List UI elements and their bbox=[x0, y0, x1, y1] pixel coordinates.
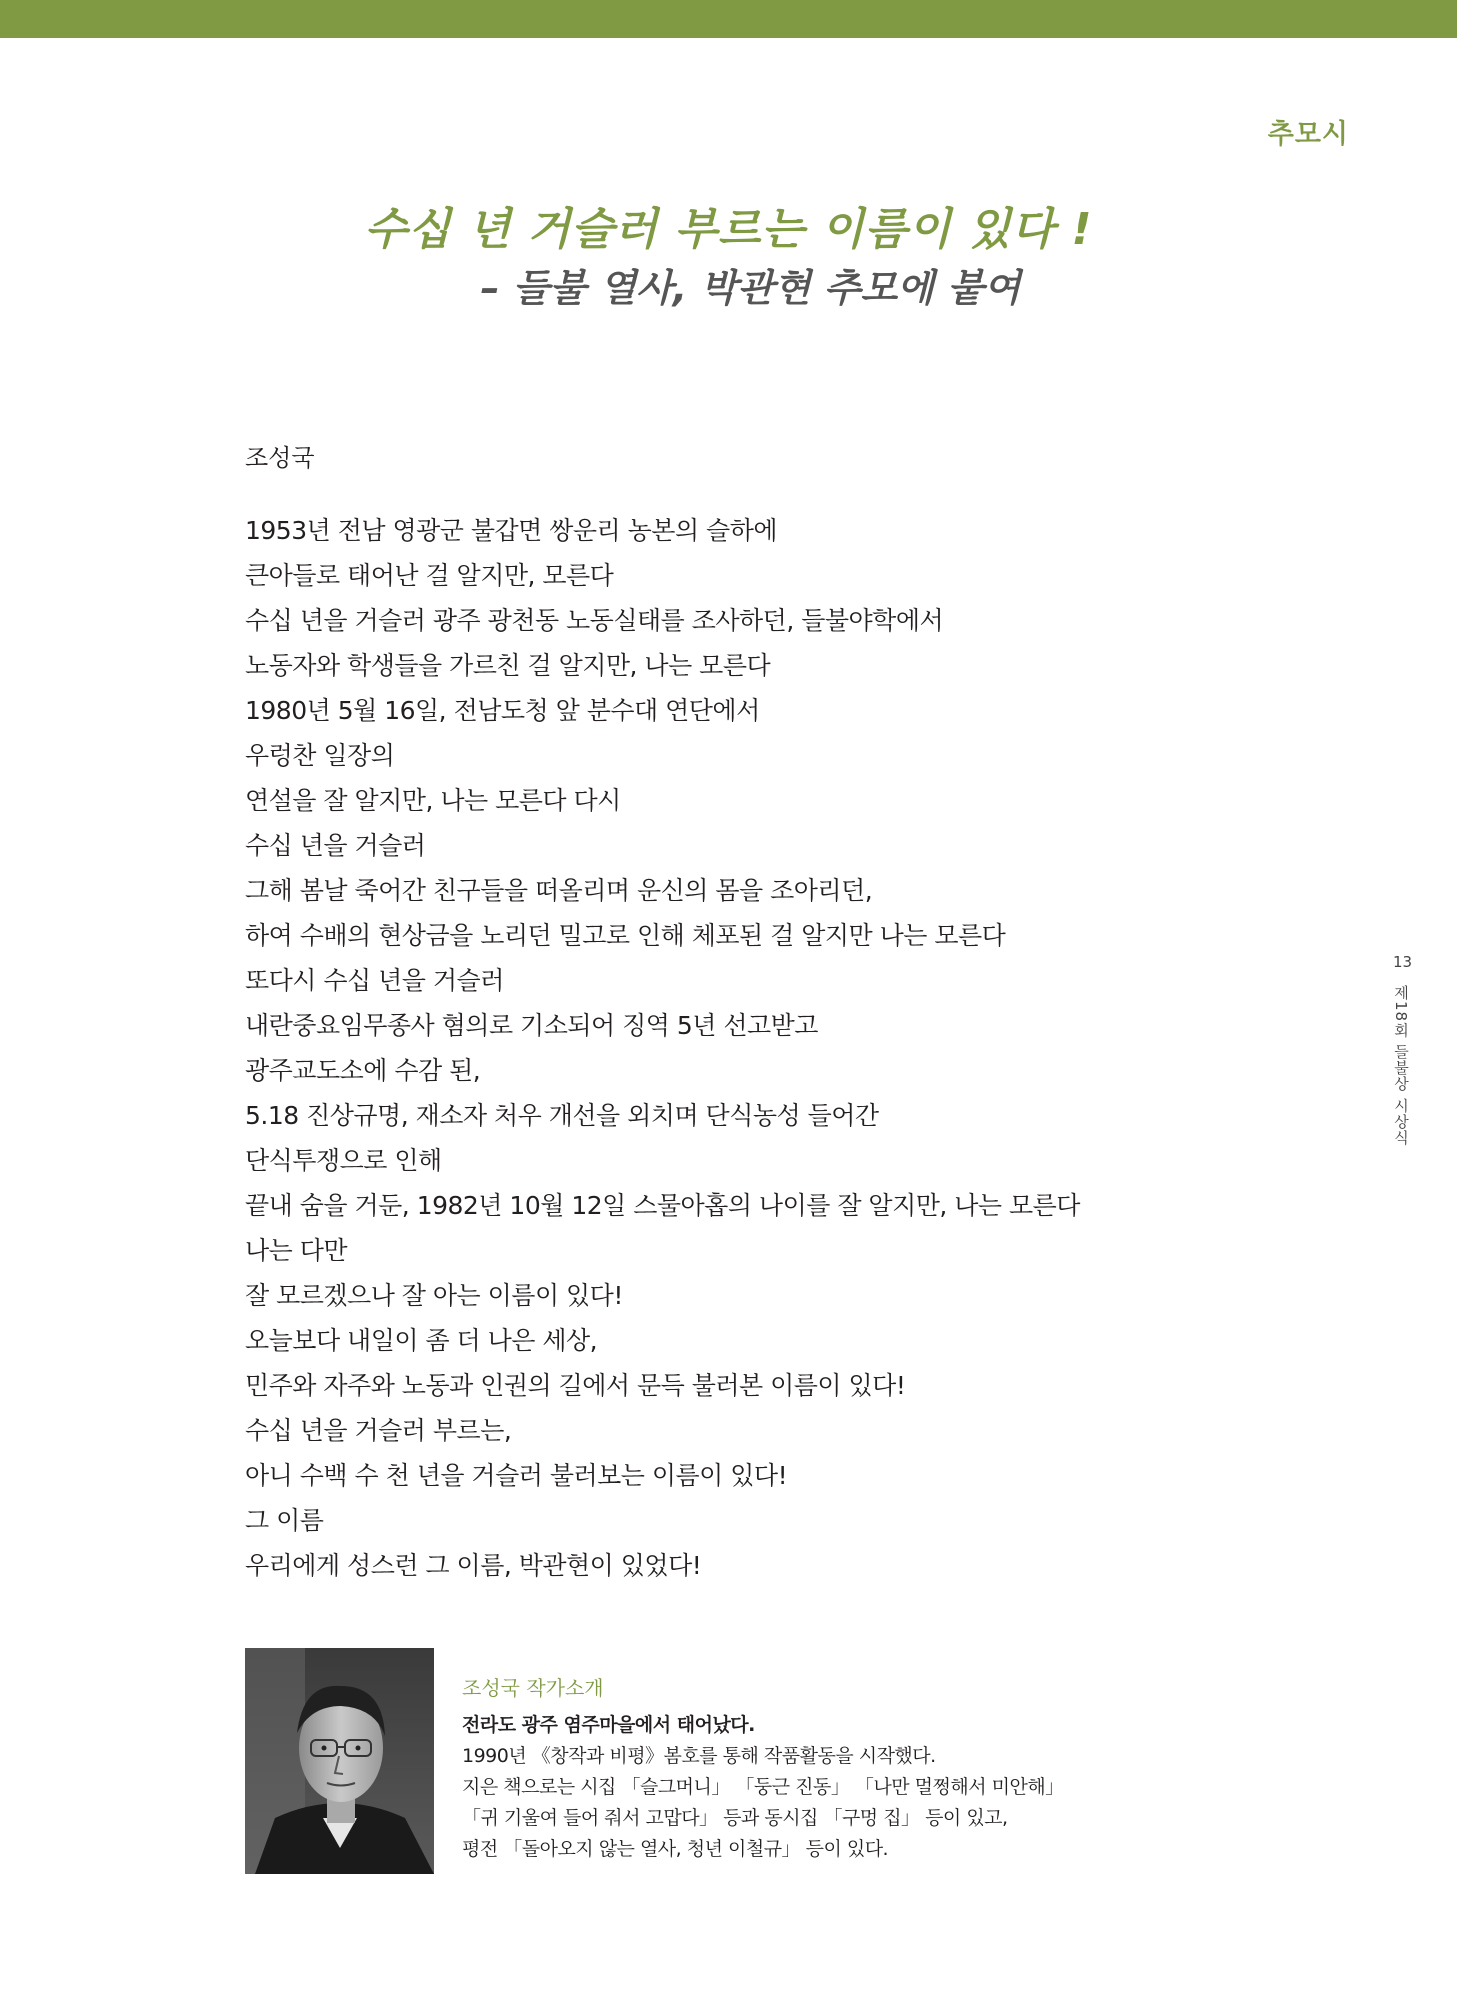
poem-line: 오늘보다 내일이 좀 더 나은 세상, bbox=[245, 1326, 598, 1355]
poem-line: 내란중요임무종사 혐의로 기소되어 징역 5년 선고받고 bbox=[245, 1011, 818, 1040]
author-photo bbox=[245, 1648, 434, 1874]
poem-line: 그해 봄날 죽어간 친구들을 떠올리며 운신의 몸을 조아리던, bbox=[245, 876, 873, 905]
poem-line: 노동자와 학생들을 가르친 걸 알지만, 나는 모른다 bbox=[245, 651, 771, 680]
poem-line: 하여 수배의 현상금을 노리던 밀고로 인해 체포된 걸 알지만 나는 모른다 bbox=[245, 921, 1006, 950]
poem-line: 그 이름 bbox=[245, 1506, 324, 1535]
poem-line: 단식투쟁으로 인해 bbox=[245, 1146, 442, 1175]
publication-title: 제18회 들불상 시상식 bbox=[1392, 985, 1410, 1146]
poem-line: 우렁찬 일장의 bbox=[245, 741, 395, 770]
title-block bbox=[0, 200, 1457, 316]
bio-line: 전라도 광주 염주마을에서 태어났다. bbox=[462, 1714, 755, 1736]
poem-line: 1953년 전남 영광군 불갑면 쌍운리 농본의 슬하에 bbox=[245, 516, 778, 545]
poem-subtitle: – 들불 열사, 박관현 추모에 붙여 bbox=[480, 266, 1021, 310]
bio-line: 지은 책으로는 시집 「슬그머니」 「둥근 진동」 「나만 멀쩡해서 미안해」 bbox=[462, 1776, 1064, 1798]
author-portrait-image bbox=[245, 1648, 434, 1874]
poem-line: 연설을 잘 알지만, 나는 모른다 다시 bbox=[245, 786, 621, 815]
top-accent-bar bbox=[0, 0, 1457, 38]
poem-line: 잘 모르겠으나 잘 아는 이름이 있다! bbox=[245, 1281, 623, 1310]
poem-line: 수십 년을 거슬러 bbox=[245, 831, 426, 860]
poem-line: 또다시 수십 년을 거슬러 bbox=[245, 966, 504, 995]
poem-author: 조성국 bbox=[245, 444, 315, 472]
poem-line: 나는 다만 bbox=[245, 1236, 348, 1265]
author-bio bbox=[462, 1672, 1062, 1865]
poem-line: 수십 년을 거슬러 부르는, bbox=[245, 1416, 512, 1445]
bio-line: 「귀 기울여 들어 줘서 고맙다」 등과 동시집 「구멍 집」 등이 있고, bbox=[462, 1807, 1008, 1829]
poem-line: 아니 수백 수 천 년을 거슬러 불러보는 이름이 있다! bbox=[245, 1461, 788, 1490]
bio-title: 조성국 작가소개 bbox=[462, 1676, 604, 1700]
poem-line: 수십 년을 거슬러 광주 광천동 노동실태를 조사하던, 들불야학에서 bbox=[245, 606, 944, 635]
poem-body bbox=[245, 508, 1145, 1588]
poem-line: 끝내 숨을 거둔, 1982년 10월 12일 스물아홉의 나이를 잘 알지만, 나는 모른다 bbox=[245, 1191, 1080, 1220]
poem-line: 1980년 5월 16일, 전남도청 앞 분수대 연단에서 bbox=[245, 696, 760, 725]
poem-line: 광주교도소에 수감 된, bbox=[245, 1056, 481, 1085]
section-label: 추모시 bbox=[1267, 119, 1349, 150]
poem-title: 수십 년 거슬러 부르는 이름이 있다 ! bbox=[364, 204, 1093, 255]
page-number: 13 bbox=[1393, 953, 1413, 971]
poem-line: 큰아들로 태어난 걸 알지만, 모른다 bbox=[245, 561, 614, 590]
poem-line: 5.18 진상규명, 재소자 처우 개선을 외치며 단식농성 들어간 bbox=[245, 1101, 879, 1130]
bio-line: 1990년 《창작과 비평》봄호를 통해 작품활동을 시작했다. bbox=[462, 1745, 936, 1767]
poem-line: 우리에게 성스런 그 이름, 박관현이 있었다! bbox=[245, 1551, 702, 1580]
bio-line: 평전 「돌아오지 않는 열사, 청년 이철규」 등이 있다. bbox=[462, 1838, 889, 1860]
poem-line: 민주와 자주와 노동과 인권의 길에서 문득 불러본 이름이 있다! bbox=[245, 1371, 906, 1400]
